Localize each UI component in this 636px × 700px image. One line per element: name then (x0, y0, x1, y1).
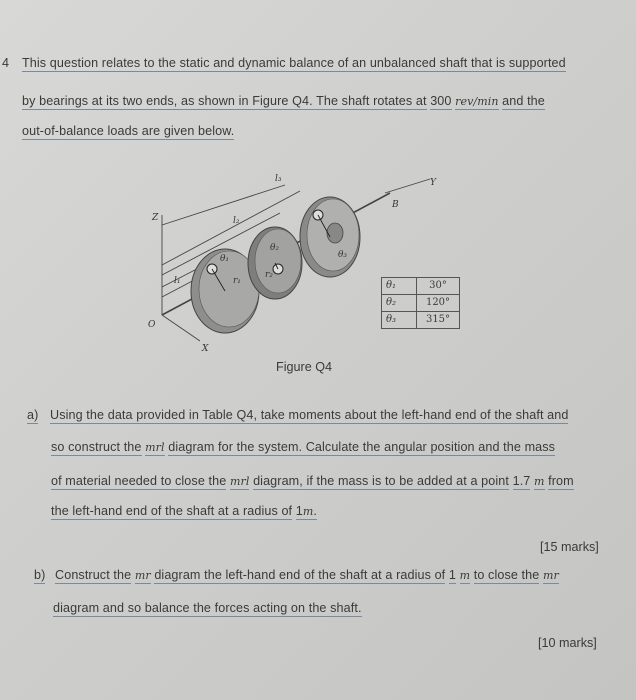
label-theta3: θ₃ (338, 250, 348, 260)
part-a-label: a) (27, 408, 39, 422)
part-a-line-3: of material needed to close the mrl diagram, if the mass is to be added at a point 1.7 m from (51, 474, 574, 488)
intro-line-2: by bearings at its two ends, as shown in Figure Q4. The shaft rotates at 300 rev/min and the (22, 94, 545, 108)
label-l1: l₁ (174, 276, 181, 286)
label-z: Z (152, 213, 159, 223)
table-row: θ₂ 120° (382, 295, 460, 312)
label-l2: l₂ (233, 216, 240, 226)
label-r2: r₂ (265, 270, 273, 280)
label-y: Y (430, 178, 436, 188)
part-a-line-2: so construct the mrl diagram for the system. Calculate the angular position and the mass (51, 440, 556, 454)
intro-line-3: out-of-balance loads are given below. (22, 124, 235, 138)
label-theta1: θ₁ (220, 254, 230, 264)
y-axis-arrow (385, 179, 430, 193)
part-b-line-1: b) Construct the mr diagram the left-hand end of the shaft at a radius of 1 m to close the mr (34, 568, 559, 582)
part-b-marks: [10 marks] (538, 636, 597, 650)
speed-value: 300 (430, 94, 452, 108)
speed-unit: rev/min (455, 95, 499, 108)
part-a-line-4: the left-hand end of the shaft at a radius of 1m. (51, 504, 318, 518)
label-x: X (202, 344, 209, 354)
part-a-line-1: a) Using the data provided in Table Q4, take moments about the left-hand end of the shaft and (27, 408, 569, 422)
part-b-line-2: diagram and so balance the forces acting on the shaft. (53, 601, 362, 615)
label-origin: O (148, 320, 156, 330)
label-l3: l₃ (275, 174, 282, 184)
part-a-marks: [15 marks] (540, 540, 599, 554)
label-b: B (392, 200, 399, 210)
intro-line-1: This question relates to the static and dynamic balance of an unbalanced shaft that is supported (22, 56, 566, 70)
table-row: θ₁ 30° (382, 278, 460, 295)
label-r1: r₁ (233, 276, 241, 286)
angle-table (381, 277, 460, 329)
question-number: 4 (2, 56, 10, 70)
part-b-label: b) (34, 568, 46, 582)
x-axis (162, 315, 200, 341)
figure-caption: Figure Q4 (276, 360, 332, 374)
label-theta2: θ₂ (270, 243, 280, 253)
table-row: θ₃ 315° (382, 312, 460, 329)
